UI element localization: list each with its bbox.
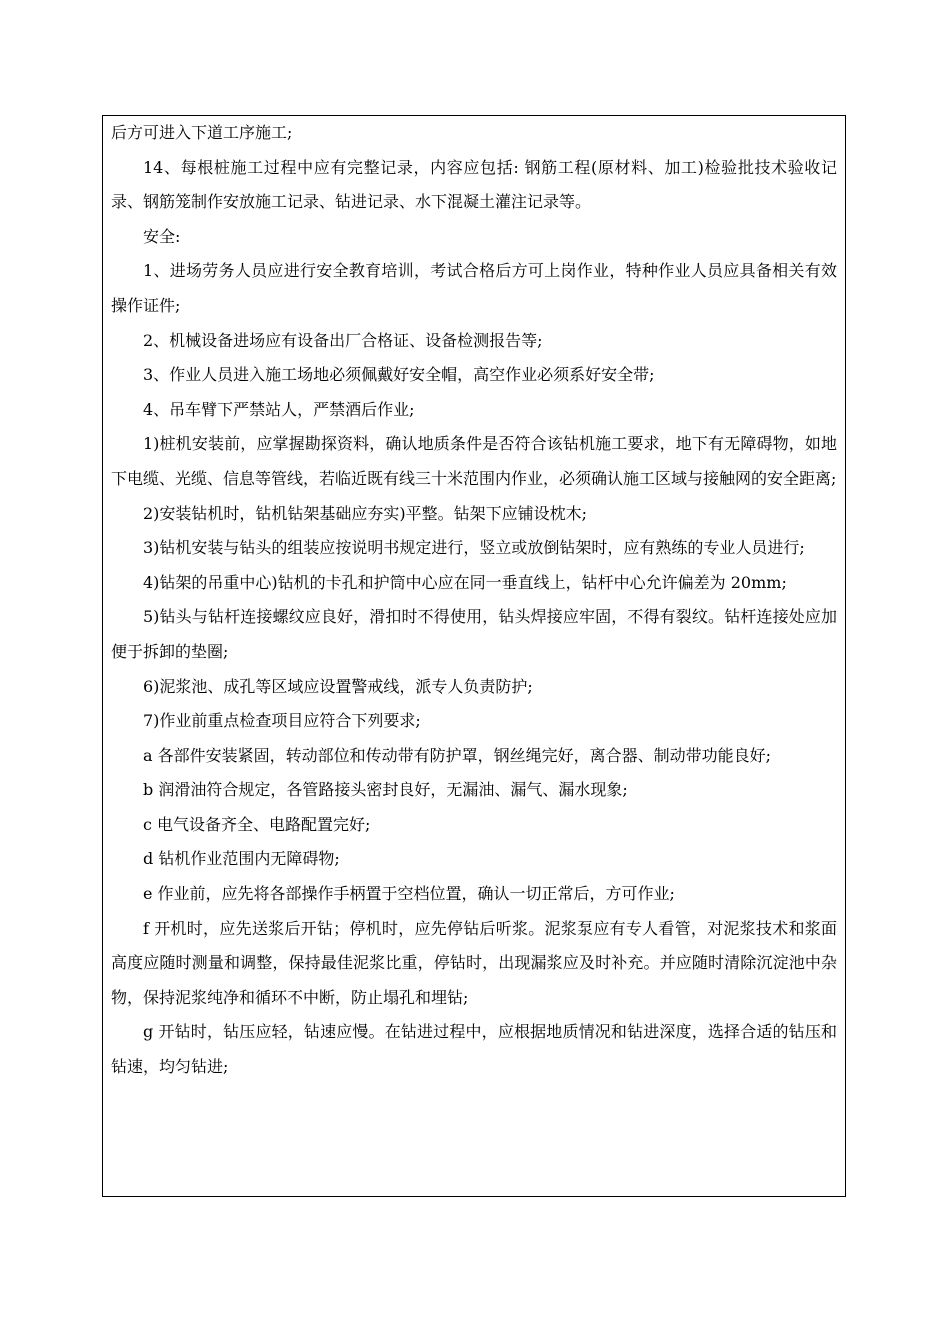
paragraph-item-14: 14、每根桩施工过程中应有完整记录，内容应包括: 钢筋工程(原材料、加工)检验批技术验收记录、钢筋笼制作安放施工记录、钻进记录、水下混凝土灌注记录等。: [111, 157, 837, 212]
check-item-d: d 钻机作业范围内无障碍物;: [143, 849, 340, 869]
sub-item-3: 3)钻机安装与钻头的组装应按说明书规定进行，竖立或放倒钻架时，应有熟练的专业人员进行;: [143, 538, 805, 558]
check-item-c: c 电气设备齐全、电路配置完好;: [143, 814, 371, 834]
check-item-a: a 各部件安装紧固，转动部位和传动带有防护罩，钢丝绳完好，离合器、制动带功能良好;: [143, 745, 772, 765]
check-item-f: f 开机时，应先送浆后开钻；停机时，应先停钻后听浆。泥浆泵应有专人看管，对泥浆技术和浆面高度应随时测量和调整，保持最佳泥浆比重，停钻时，出现漏浆应及时补充。并应随时清除沉淀池中杂物，保持泥浆纯净和循环不中断，防止塌孔和埋钻;: [111, 918, 837, 1007]
check-item-g: g 开钻时，钻压应轻，钻速应慢。在钻进过程中，应根据地质情况和钻进深度，选择合适的钻压和钻速，均匀钻进;: [111, 1022, 837, 1077]
section-heading-safety: 安全:: [143, 226, 181, 246]
sub-item-1: 1)桩机安装前，应掌握勘探资料，确认地质条件是否符合该钻机施工要求，地下有无障碍物，如地下电缆、光缆、信息等管线，若临近既有线三十米范围内作业，必须确认施工区域与接触网的安全距离;: [111, 434, 837, 488]
safety-item-4: 4、吊车臂下严禁站人，严禁酒后作业;: [143, 399, 415, 419]
sub-item-4: 4)钻架的吊重中心)钻机的卡孔和护筒中心应在同一垂直线上，钻杆中心允许偏差为 20mm;: [143, 572, 787, 592]
check-item-b: b 润滑油符合规定，各管路接头密封良好，无漏油、漏气、漏水现象;: [143, 780, 628, 800]
safety-item-2: 2、机械设备进场应有设备出厂合格证、设备检测报告等;: [143, 330, 543, 350]
sub-item-5: 5)钻头与钻杆连接螺纹应良好，滑扣时不得使用，钻头焊接应牢固，不得有裂纹。钻杆连接处应加便于拆卸的垫圈;: [111, 607, 837, 661]
sub-item-6: 6)泥浆池、成孔等区域应设置警戒线，派专人负责防护;: [143, 676, 533, 696]
document-frame: [102, 115, 846, 1197]
sub-item-2: 2)安装钻机时，钻机钻架基础应夯实)平整。钻架下应铺设枕木;: [143, 503, 588, 523]
paragraph-continuation: 后方可进入下道工序施工;: [111, 123, 293, 142]
check-item-e: e 作业前，应先将各部操作手柄置于空档位置，确认一切正常后，方可作业;: [143, 884, 675, 904]
safety-item-1: 1、进场劳务人员应进行安全教育培训，考试合格后方可上岗作业，特种作业人员应具备相关有效操作证件;: [111, 261, 837, 315]
safety-item-3: 3、作业人员进入施工场地必须佩戴好安全帽，高空作业必须系好安全带;: [143, 365, 655, 385]
sub-item-7: 7)作业前重点检查项目应符合下列要求;: [143, 711, 421, 731]
document-body: [111, 116, 837, 1085]
